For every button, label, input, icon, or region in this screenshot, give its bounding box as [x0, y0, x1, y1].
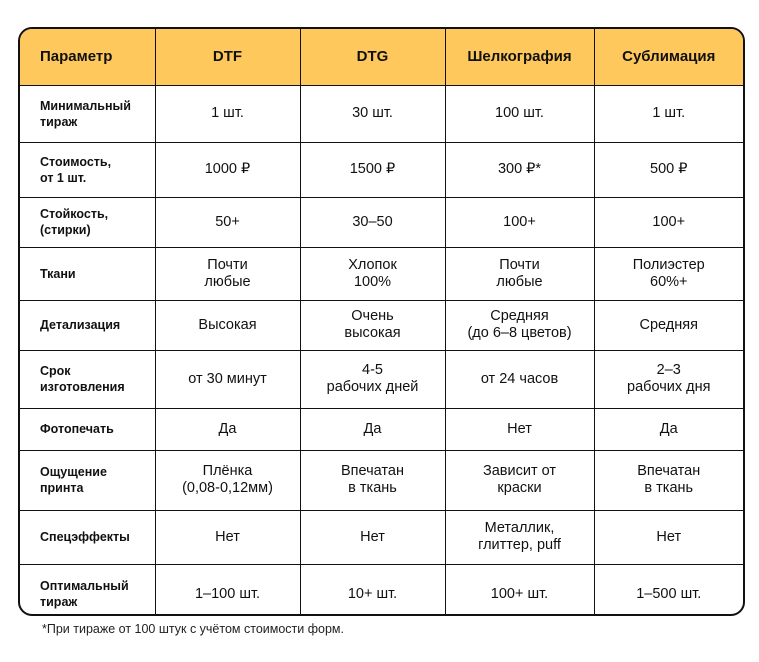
table-cell: Плёнка (0,08-0,12мм) — [155, 450, 300, 510]
table-cell: 1 шт. — [155, 85, 300, 142]
table-cell: Нет — [155, 510, 300, 564]
table-cell: 30 шт. — [300, 85, 445, 142]
row-label-print-feel: Ощущение принта — [20, 450, 155, 510]
table-cell: Нет — [594, 510, 743, 564]
table-cell: Высокая — [155, 300, 300, 350]
table-cell: 10+ шт. — [300, 564, 445, 616]
table-row — [20, 408, 743, 450]
header-row — [20, 29, 743, 85]
table-cell: Очень высокая — [300, 300, 445, 350]
table-cell: 300 ₽* — [445, 142, 594, 197]
table-cell: Средняя (до 6–8 цветов) — [445, 300, 594, 350]
table-cell: Металлик, глиттер, puff — [445, 510, 594, 564]
table-cell: Хлопок 100% — [300, 247, 445, 300]
header-sublimation: Сублимация — [594, 29, 743, 85]
row-label-detail: Детализация — [20, 300, 155, 350]
row-label-cost: Стоимость, от 1 шт. — [20, 142, 155, 197]
table-cell: Средняя — [594, 300, 743, 350]
table-cell: 1–500 шт. — [594, 564, 743, 616]
table-cell: Почти любые — [445, 247, 594, 300]
table-cell: 100+ — [445, 197, 594, 247]
header-parameter: Параметр — [20, 29, 155, 85]
table-cell: 4-5 рабочих дней — [300, 350, 445, 408]
table-row — [20, 197, 743, 247]
table-cell: Нет — [300, 510, 445, 564]
table-cell: Да — [300, 408, 445, 450]
printing-methods-table — [20, 29, 743, 616]
table-row — [20, 350, 743, 408]
table-row — [20, 300, 743, 350]
table-cell: 1 шт. — [594, 85, 743, 142]
table-row — [20, 247, 743, 300]
table-cell: 50+ — [155, 197, 300, 247]
table-cell: 100+ — [594, 197, 743, 247]
table-row — [20, 142, 743, 197]
table-row — [20, 450, 743, 510]
row-label-special-effects: Спецэффекты — [20, 510, 155, 564]
table-cell: 30–50 — [300, 197, 445, 247]
row-label-fabrics: Ткани — [20, 247, 155, 300]
table-cell: Нет — [445, 408, 594, 450]
footnote: *При тираже от 100 штук с учётом стоимости форм. — [42, 622, 344, 636]
table-cell: Зависит от краски — [445, 450, 594, 510]
table-cell: Впечатан в ткань — [300, 450, 445, 510]
table-row — [20, 510, 743, 564]
comparison-table-container — [18, 27, 745, 616]
table-cell: Да — [155, 408, 300, 450]
table-cell: Почти любые — [155, 247, 300, 300]
header-dtf: DTF — [155, 29, 300, 85]
header-screen-printing: Шелкография — [445, 29, 594, 85]
row-label-durability: Стойкость, (стирки) — [20, 197, 155, 247]
row-label-min-run: Минимальный тираж — [20, 85, 155, 142]
row-label-optimal-run: Оптимальный тираж — [20, 564, 155, 616]
table-cell: от 30 минут — [155, 350, 300, 408]
table-cell: Полиэстер 60%+ — [594, 247, 743, 300]
table-cell: Да — [594, 408, 743, 450]
table-cell: от 24 часов — [445, 350, 594, 408]
row-label-photo-print: Фотопечать — [20, 408, 155, 450]
table-cell: 1–100 шт. — [155, 564, 300, 616]
table-cell: Впечатан в ткань — [594, 450, 743, 510]
table-cell: 2–3 рабочих дня — [594, 350, 743, 408]
table-cell: 1500 ₽ — [300, 142, 445, 197]
table-cell: 100 шт. — [445, 85, 594, 142]
table-row — [20, 564, 743, 616]
row-label-lead-time: Срок изготовления — [20, 350, 155, 408]
table-cell: 500 ₽ — [594, 142, 743, 197]
table-row — [20, 85, 743, 142]
table-cell: 100+ шт. — [445, 564, 594, 616]
table-cell: 1000 ₽ — [155, 142, 300, 197]
header-dtg: DTG — [300, 29, 445, 85]
